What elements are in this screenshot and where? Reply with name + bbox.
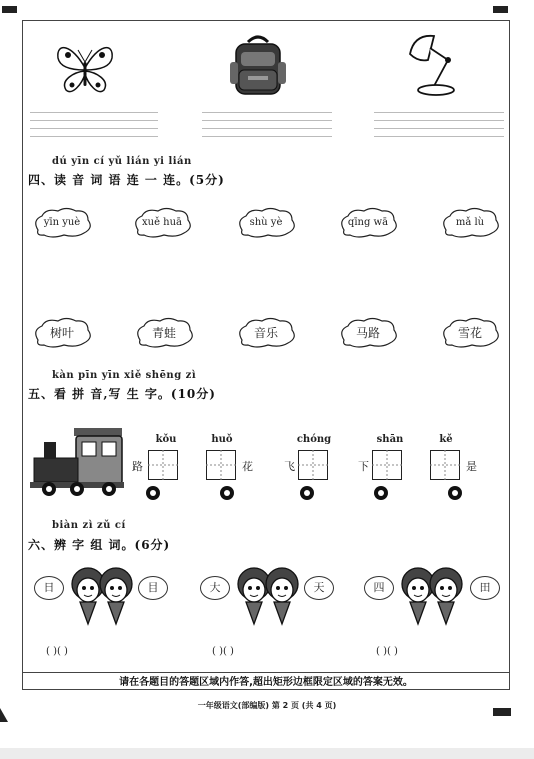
- writing-line: [374, 112, 504, 113]
- cloud-label: 青蛙: [151, 326, 176, 340]
- cloud-label: 马路: [355, 326, 380, 340]
- char-oval-left: 四: [364, 576, 394, 600]
- cloud-label: xuě huā: [141, 217, 183, 228]
- page-footer: 一年级语文(部编版) 第 2 页 (共 4 页): [197, 701, 337, 710]
- writing-line: [30, 112, 158, 113]
- writing-line: [202, 112, 332, 113]
- pinyin-cloud[interactable]: [30, 206, 94, 240]
- train-wheel: [42, 482, 56, 496]
- word-cloud[interactable]: [132, 316, 196, 350]
- writing-line: [30, 120, 158, 121]
- cloud-label: shù yè: [249, 217, 283, 228]
- twins-cartoon-icon: [232, 562, 304, 630]
- pinyin-cloud[interactable]: [336, 206, 400, 240]
- car-wheel: [300, 486, 314, 500]
- writing-line: [30, 128, 158, 129]
- item-pinyin: huǒ: [211, 434, 233, 445]
- train-wheel: [102, 482, 116, 496]
- tian-grid-box[interactable]: [206, 450, 236, 480]
- word-cloud[interactable]: [336, 316, 400, 350]
- cloud-label: qīng wā: [347, 217, 389, 228]
- word-cloud[interactable]: [438, 316, 502, 350]
- item-pinyin: chóng: [296, 434, 332, 445]
- cloud-label: 树叶: [49, 326, 74, 340]
- section4-title: 四、读 音 词 语 连 一 连。(5分): [28, 173, 225, 187]
- twins-cartoon-icon: [66, 562, 138, 630]
- writing-line: [374, 128, 504, 129]
- char-oval-right: 天: [304, 576, 334, 600]
- word-cloud[interactable]: [30, 316, 94, 350]
- cloud-label: 雪花: [457, 326, 482, 340]
- char-oval-left: 大: [200, 576, 230, 600]
- item-pinyin: kǒu: [155, 434, 177, 445]
- registration-mark-top-left: [2, 6, 17, 13]
- cloud-label: mǎ lù: [455, 217, 485, 228]
- section4-pinyin: dú yīn cí yǔ lián yi lián: [52, 156, 192, 167]
- writing-line: [202, 120, 332, 121]
- char-oval-right: 田: [470, 576, 500, 600]
- tian-grid-box[interactable]: [372, 450, 402, 480]
- writing-line: [374, 120, 504, 121]
- char-oval-right: 目: [138, 576, 168, 600]
- item-fixed-char-before: 路: [132, 460, 143, 473]
- cloud-label: yīn yuè: [43, 217, 81, 228]
- writing-line: [374, 136, 504, 137]
- cloud-label: 音乐: [253, 326, 278, 340]
- lamp-icon: [406, 30, 462, 98]
- item-fixed-char-before: 下: [358, 460, 369, 473]
- pinyin-cloud[interactable]: [130, 206, 194, 240]
- section6-title: 六、辨 字 组 词。(6分): [28, 538, 171, 552]
- item-fixed-char-after: 花: [242, 460, 253, 473]
- tian-grid-box[interactable]: [148, 450, 178, 480]
- tian-grid-box[interactable]: [298, 450, 328, 480]
- section6-pinyin: biàn zì zǔ cí: [52, 520, 126, 531]
- butterfly-icon: [52, 40, 118, 98]
- pinyin-cloud[interactable]: [438, 206, 502, 240]
- item-fixed-char-before: 飞: [284, 460, 295, 473]
- train-wheel: [70, 482, 84, 496]
- item-fixed-char-after: 是: [466, 460, 477, 473]
- writing-line: [30, 136, 158, 137]
- answer-blanks[interactable]: ( )( ): [46, 646, 68, 657]
- car-wheel: [374, 486, 388, 500]
- car-wheel: [146, 486, 160, 500]
- registration-mark-top-right: [493, 6, 508, 13]
- pinyin-cloud[interactable]: [234, 206, 298, 240]
- twins-cartoon-icon: [396, 562, 468, 630]
- writing-line: [202, 128, 332, 129]
- answer-blanks[interactable]: ( )( ): [212, 646, 234, 657]
- tian-grid-box[interactable]: [430, 450, 460, 480]
- car-wheel: [448, 486, 462, 500]
- char-oval-left: 日: [34, 576, 64, 600]
- answer-area-notice: 请在各题目的答题区域内作答,超出矩形边框限定区域的答案无效。: [22, 672, 510, 693]
- car-wheel: [220, 486, 234, 500]
- writing-line: [202, 136, 332, 137]
- answer-blanks[interactable]: ( )( ): [376, 646, 398, 657]
- item-pinyin: kě: [439, 434, 453, 445]
- item-pinyin: shān: [376, 434, 404, 445]
- section5-pinyin: kàn pīn yīn xiě shēng zì: [52, 370, 197, 381]
- backpack-icon: [226, 32, 290, 98]
- word-cloud[interactable]: [234, 316, 298, 350]
- section5-title: 五、看 拼 音,写 生 字。(10分): [28, 387, 216, 401]
